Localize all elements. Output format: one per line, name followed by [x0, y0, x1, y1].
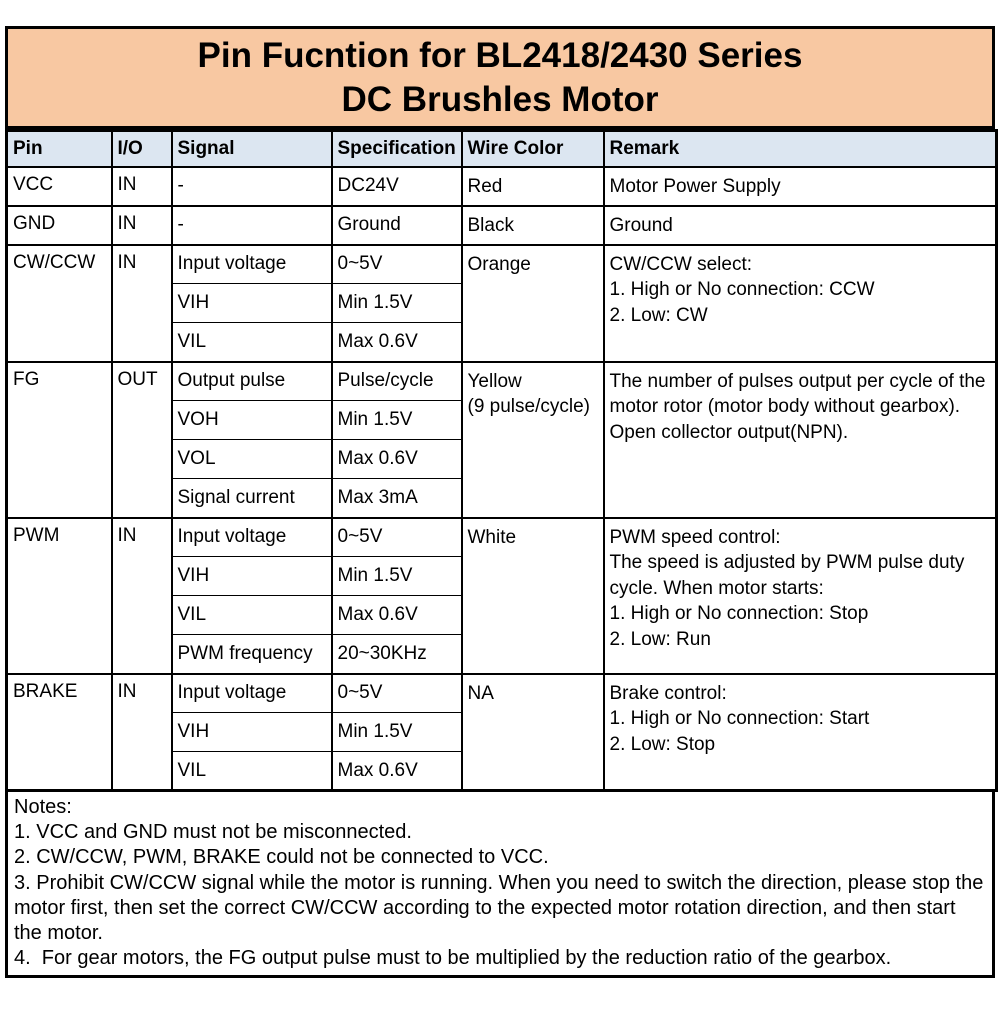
note-line: 3. Prohibit CW/CCW signal while the motor is running. When you need to switch the direction, please stop the motor first, then set the correct CW/CCW according to the expected motor rotation direction, and then start the motor. [14, 871, 989, 945]
column-header-remark: Remark [604, 131, 997, 167]
io-cell: IN [112, 167, 172, 206]
spec-cell: 0~5V [332, 674, 462, 713]
remark-line: 2. Low: Stop [609, 733, 716, 755]
signal-cell: - [172, 206, 332, 245]
wire-line: (9 pulse/cycle) [467, 396, 590, 417]
remark-line: Brake control: [609, 682, 727, 704]
table-row [7, 206, 997, 245]
remark-line: 1. High or No connection: CCW [609, 279, 875, 300]
wire-line: Yellow [467, 370, 522, 392]
table-row [7, 245, 997, 284]
spec-cell: 0~5V [332, 245, 462, 284]
signal-cell: Input voltage [172, 674, 332, 713]
signal-cell: VOH [172, 401, 332, 440]
table-header-row [7, 131, 997, 167]
signal-cell: Input voltage [172, 245, 332, 284]
pin-cell: GND [7, 206, 112, 245]
remark-line: The number of pulses output per cycle of the motor rotor (motor body without gearbox). [609, 370, 986, 417]
table-row [7, 674, 997, 713]
signal-cell: Signal current [172, 479, 332, 518]
spec-cell: Pulse/cycle [332, 362, 462, 401]
pin-cell: PWM [7, 518, 112, 674]
column-header-pin: Pin [7, 131, 112, 167]
signal-cell: VIL [172, 323, 332, 362]
signal-cell: Output pulse [172, 362, 332, 401]
remark-cell [604, 206, 997, 245]
pin-cell: BRAKE [7, 674, 112, 791]
column-header-signal: Signal [172, 131, 332, 167]
column-header-specification: Specification [332, 131, 462, 167]
spec-cell: Min 1.5V [332, 713, 462, 752]
remark-cell [604, 167, 997, 206]
wire-color-cell [462, 245, 604, 362]
signal-cell: VIH [172, 713, 332, 752]
signal-cell: VIL [172, 752, 332, 791]
column-header-wire-color: Wire Color [462, 131, 604, 167]
wire-line: Orange [467, 253, 531, 275]
title-box [5, 26, 995, 129]
remark-cell [604, 674, 997, 791]
note-line: Notes: [14, 796, 72, 818]
spec-cell: Ground [332, 206, 462, 245]
table-row [7, 518, 997, 557]
io-cell: OUT [112, 362, 172, 518]
remark-line: 2. Low: Run [609, 628, 711, 650]
pin-cell: FG [7, 362, 112, 518]
io-cell: IN [112, 245, 172, 362]
remark-line: 2. Low: CW [609, 304, 708, 326]
wire-color-cell [462, 518, 604, 674]
remark-cell [604, 245, 997, 362]
spec-cell: 20~30KHz [332, 635, 462, 674]
remark-line: 1. High or No connection: Start [609, 708, 870, 729]
signal-cell: - [172, 167, 332, 206]
io-cell: IN [112, 674, 172, 791]
spec-cell: Min 1.5V [332, 401, 462, 440]
spec-cell: Min 1.5V [332, 557, 462, 596]
spec-cell: Max 3mA [332, 479, 462, 518]
pin-function-table [5, 129, 998, 792]
wire-color-cell [462, 167, 604, 206]
wire-line: NA [467, 682, 494, 704]
pin-cell: VCC [7, 167, 112, 206]
spec-cell: Max 0.6V [332, 596, 462, 635]
pin-cell: CW/CCW [7, 245, 112, 362]
spec-cell: Max 0.6V [332, 440, 462, 479]
spec-cell: Max 0.6V [332, 752, 462, 791]
remark-cell [604, 362, 997, 518]
spec-cell: Min 1.5V [332, 284, 462, 323]
wire-line: Red [467, 175, 503, 197]
remark-line: The speed is adjusted by PWM pulse duty cycle. When motor starts: [609, 552, 965, 599]
spec-cell: DC24V [332, 167, 462, 206]
title-line-1: Pin Fucntion for BL2418/2430 Series [197, 36, 803, 75]
remark-line: PWM speed control: [609, 526, 781, 548]
io-cell: IN [112, 206, 172, 245]
signal-cell: PWM frequency [172, 635, 332, 674]
signal-cell: VIH [172, 284, 332, 323]
signal-cell: Input voltage [172, 518, 332, 557]
io-cell: IN [112, 518, 172, 674]
wire-line: Black [467, 214, 514, 236]
note-line: 1. VCC and GND must not be misconnected. [14, 821, 412, 844]
notes-box [5, 792, 995, 978]
note-line: 2. CW/CCW, PWM, BRAKE could not be connected to VCC. [14, 846, 549, 869]
remark-cell [604, 518, 997, 674]
remark-line: CW/CCW select: [609, 253, 752, 275]
pin-table-body [7, 167, 997, 791]
note-line: 4. For gear motors, the FG output pulse must to be multiplied by the reduction ratio of the gearbox. [14, 947, 892, 970]
signal-cell: VIH [172, 557, 332, 596]
table-row [7, 167, 997, 206]
signal-cell: VOL [172, 440, 332, 479]
remark-line: Motor Power Supply [609, 175, 781, 197]
wire-line: White [467, 526, 517, 548]
wire-color-cell [462, 362, 604, 518]
title-line-2: DC Brushles Motor [341, 80, 659, 119]
spec-cell: 0~5V [332, 518, 462, 557]
table-row [7, 362, 997, 401]
wire-color-cell [462, 674, 604, 791]
remark-line: 1. High or No connection: Stop [609, 603, 869, 624]
wire-color-cell [462, 206, 604, 245]
signal-cell: VIL [172, 596, 332, 635]
column-header-io: I/O [112, 131, 172, 167]
remark-line: Open collector output(NPN). [609, 421, 849, 443]
datasheet [5, 26, 995, 978]
remark-line: Ground [609, 214, 673, 236]
spec-cell: Max 0.6V [332, 323, 462, 362]
